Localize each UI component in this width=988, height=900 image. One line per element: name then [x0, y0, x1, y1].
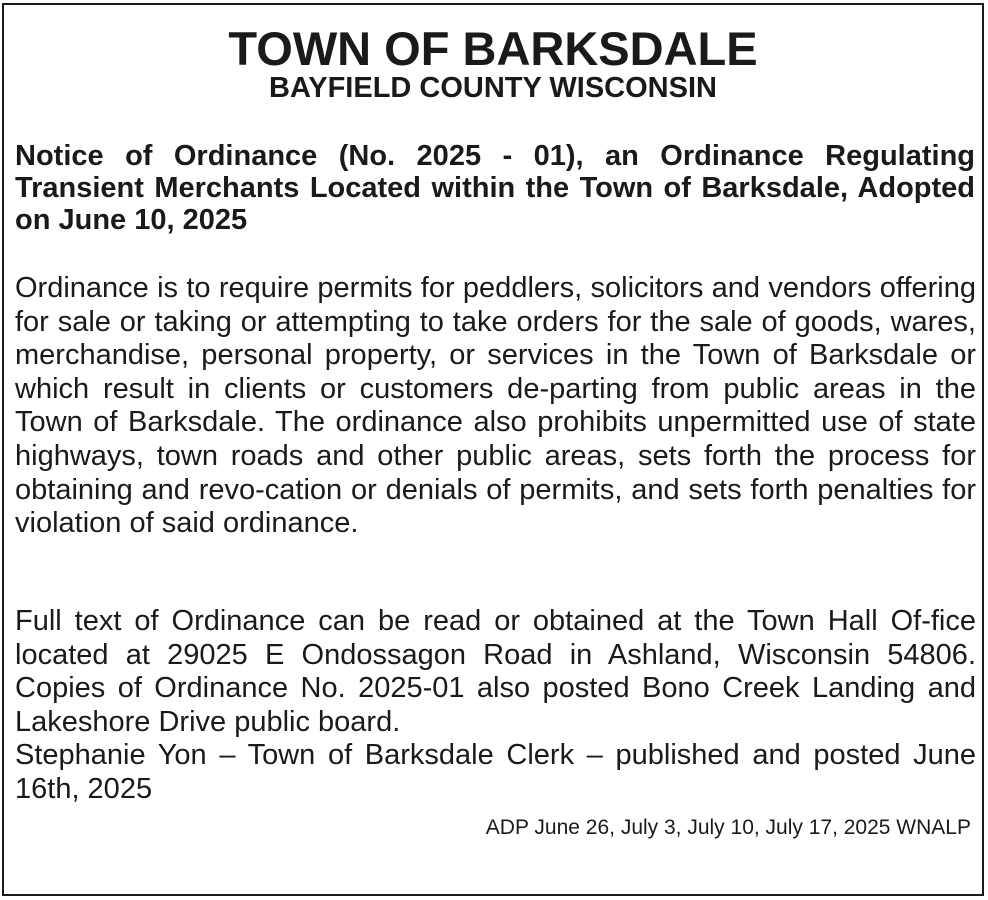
- notice-title: TOWN OF BARKSDALE: [228, 22, 758, 75]
- ordinance-heading: Notice of Ordinance (No. 2025 - 01), an Ordinance Regulating Transient Merchants Located within the Town of Barksdale, Adopted on June 10, 2025: [15, 140, 975, 236]
- publication-dates: ADP June 26, July 3, July 10, July 17, 2025 WNALP: [485, 816, 971, 839]
- notice-subtitle: BAYFIELD COUNTY WISCONSIN: [269, 72, 717, 104]
- legal-notice: [2, 3, 984, 896]
- ordinance-availability-paragraph: Full text of Ordinance can be read or obtained at the Town Hall Of-fice located at 29025 E Ondossagon Road in Ashland, Wisconsin 54806. Copies of Ordinance No. 2025-01 also posted Bono Creek Landing and Lakeshore Drive public board.: [15, 605, 976, 738]
- ordinance-summary-paragraph: Ordinance is to require permits for peddlers, solicitors and vendors offering for sale or taking or attempting to take orders for the sale of goods, wares, merchandise, personal property, or services in the Town of Barksdale or which result in clients or customers de-parting from public areas in the Town of Barksdale. The ordinance also prohibits unpermitted use of state highways, town roads and other public areas, sets forth the process for obtaining and revo-cation or denials of permits, and sets forth penalties for violation of said ordinance.: [15, 272, 976, 540]
- clerk-signature-line: Stephanie Yon – Town of Barksdale Clerk – published and posted June 16th, 2025: [15, 739, 976, 805]
